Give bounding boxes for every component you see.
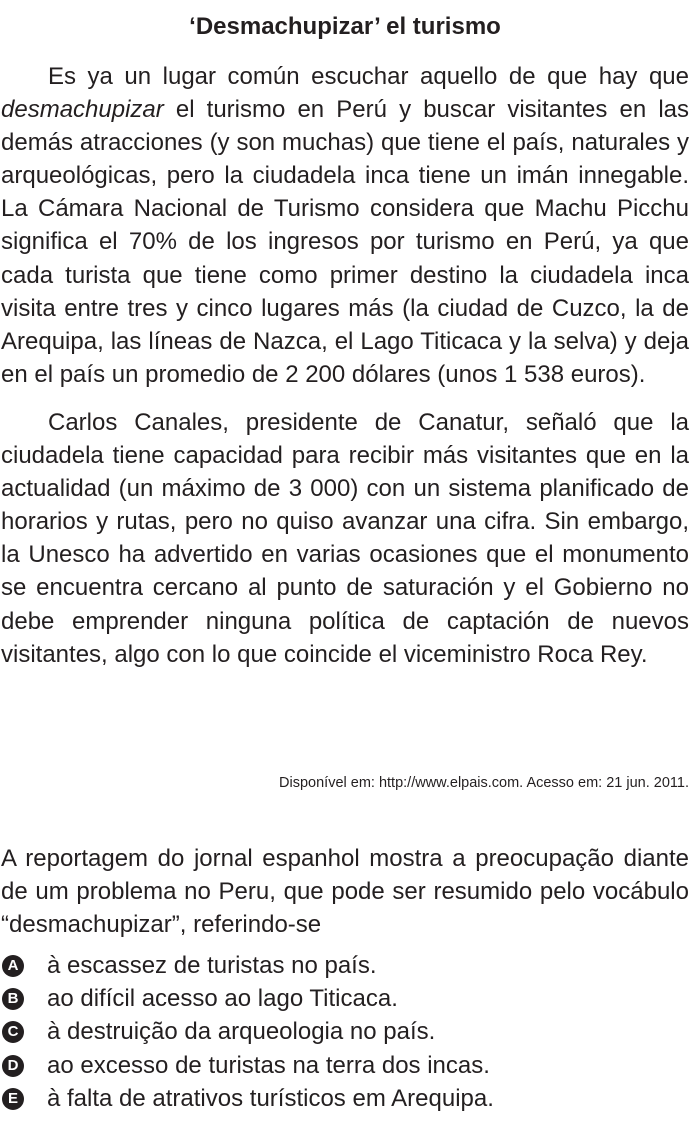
italic-term: desmachupizar <box>1 96 164 124</box>
option-d[interactable] <box>0 1049 700 1082</box>
option-d-text: ao excesso de turistas na terra dos incas. <box>47 1051 490 1079</box>
option-b-text: ao difícil acesso ao lago Titicaca. <box>47 984 398 1012</box>
option-c-letter-badge: C <box>2 1021 24 1043</box>
option-e[interactable] <box>0 1082 700 1115</box>
paragraph-1-text-end: el turismo en Perú y buscar visitantes en las demás atracciones (y son muchas) que tiene el país, naturales y arqueológicas, pero la ciudadela inca tiene un imán innegable. La Cámara Nacional de Turismo considera que Machu Picchu significa el 70% de los ingresos por turismo en Perú, ya que cada turista que tiene como primer destino la ciudadela inca visita entre tres y cinco lugares más (la ciudad de Cuzco, la de Arequipa, las líneas de Nazca, el Lago Titicaca y la selva) y deja en el país un promedio de 2 200 dólares (unos 1 538 euros). <box>1 96 689 388</box>
article-paragraph-1 <box>1 60 689 391</box>
source-citation: Disponível em: http://www.elpais.com. Acesso em: 21 jun. 2011. <box>279 775 689 791</box>
option-a-letter-badge: A <box>2 955 24 977</box>
paragraph-1-text-start: Es ya un lugar común escuchar aquello de que hay que <box>48 63 689 90</box>
option-b-letter-badge: B <box>2 988 24 1010</box>
article-body <box>1 60 689 671</box>
option-d-letter-badge: D <box>2 1055 24 1077</box>
option-a-text: à escassez de turistas no país. <box>47 951 377 979</box>
option-a[interactable] <box>0 949 700 982</box>
article-title: ‘Desmachupizar’ el turismo <box>189 13 501 40</box>
option-c[interactable] <box>0 1016 700 1049</box>
answer-options <box>0 949 700 1115</box>
option-e-letter-badge: E <box>2 1088 24 1110</box>
article-paragraph-2: Carlos Canales, presidente de Canatur, señaló que la ciudadela tiene capacidad para recibir más visitantes que en la actualidad (un máximo de 3 000) con un sistema planificado de horarios y rutas, pero no quiso avanzar una cifra. Sin embargo, la Unesco ha advertido en varias ocasiones que el monumento se encuentra cercano al punto de saturación y el Gobierno no debe emprender ninguna política de captación de nuevos visitantes, algo con lo que coincide el viceministro Roca Rey. <box>1 408 689 668</box>
option-e-text: à falta de atrativos turísticos em Arequipa. <box>47 1084 494 1112</box>
option-c-text: à destruição da arqueologia no país. <box>47 1018 436 1046</box>
option-b[interactable] <box>0 982 700 1015</box>
question-stem: A reportagem do jornal espanhol mostra a preocupação diante de um problema no Peru, que pode ser resumido pelo vocábulo “desmachupizar”, referindo-se <box>1 845 689 938</box>
